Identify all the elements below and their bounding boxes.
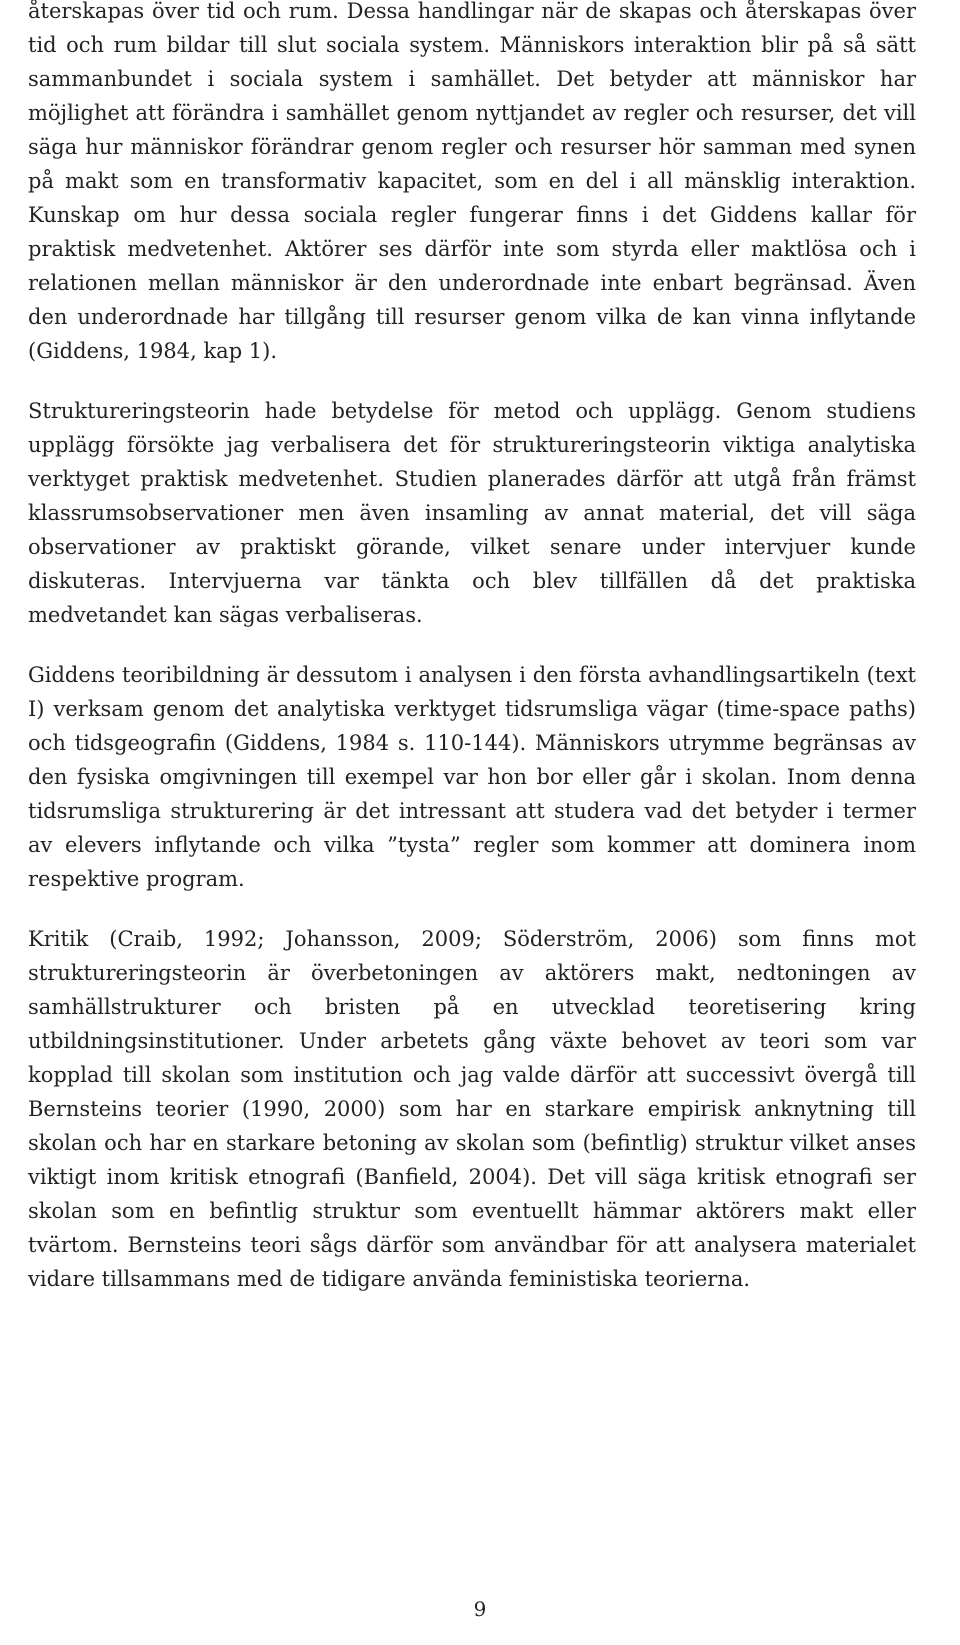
paragraph-2: Struktureringsteorin hade betydelse för metod och upplägg. Genom studiens upplägg försökte jag verbalisera det för struktureringsteorin viktiga analytiska verktyget praktisk medvetenhet. Studien planerades därför att utgå från främst klassrumsobservationer men även insamling av annat material, det vill säga observationer av praktiskt görande, vilket senare under intervjuer kunde diskuteras. Intervjuerna var tänkta och blev tillfällen då det praktiska medvetandet kan sägas verbaliseras. [28,399,916,627]
body-text [28,0,916,1296]
paragraph-1: återskapas över tid och rum. Dessa handlingar när de skapas och återskapas över tid och rum bildar till slut sociala system. Människors interaktion blir på så sätt sammanbundet i sociala system i samhället. Det betyder att människor har möjlighet att förändra i samhället genom nyttjandet av regler och resurser, det vill säga hur människor förändrar genom regler och resurser hör samman med synen på makt som en transformativ kapacitet, som en del i all mänsklig interaktion. Kunskap om hur dessa sociala regler fungerar finns i det Giddens kallar för praktisk medvetenhet. Aktörer ses därför inte som styrda eller maktlösa och i relationen mellan människor är den underordnade inte enbart begränsad. Även den underordnade har tillgång till resurser genom vilka de kan vinna inflytande (Giddens, 1984, kap 1). [28,0,916,363]
page-number: 9 [473,1597,487,1621]
paragraph-3: Giddens teoribildning är dessutom i analysen i den första avhandlingsartikeln (text I) verksam genom det analytiska verktyget tidsrumsliga vägar (time-space paths) och tidsgeografin (Giddens, 1984 s. 110-144). Människors utrymme begränsas av den fysiska omgivningen till exempel var hon bor eller går i skolan. Inom denna tidsrumsliga strukturering är det intressant att studera vad det betyder i termer av elevers inflytande och vilka ”tysta” regler som kommer att dominera inom respektive program. [28,663,916,891]
paragraph-4: Kritik (Craib, 1992; Johansson, 2009; Söderström, 2006) som finns mot struktureringsteorin är överbetoningen av aktörers makt, nedtoningen av samhällstrukturer och bristen på en utvecklad teoretisering kring utbildningsinstitutioner. Under arbetets gång växte behovet av teori som var kopplad till skolan som institution och jag valde därför att successivt övergå till Bernsteins teorier (1990, 2000) som har en starkare empirisk anknytning till skolan och har en starkare betoning av skolan som (befintlig) struktur vilket anses viktigt inom kritisk etnografi (Banfield, 2004). Det vill säga kritisk etnografi ser skolan som en befintlig struktur som eventuellt hämmar aktörers makt eller tvärtom. Bernsteins teori sågs därför som användbar för att analysera materialet vidare tillsammans med de tidigare använda feministiska teorierna. [28,927,916,1291]
